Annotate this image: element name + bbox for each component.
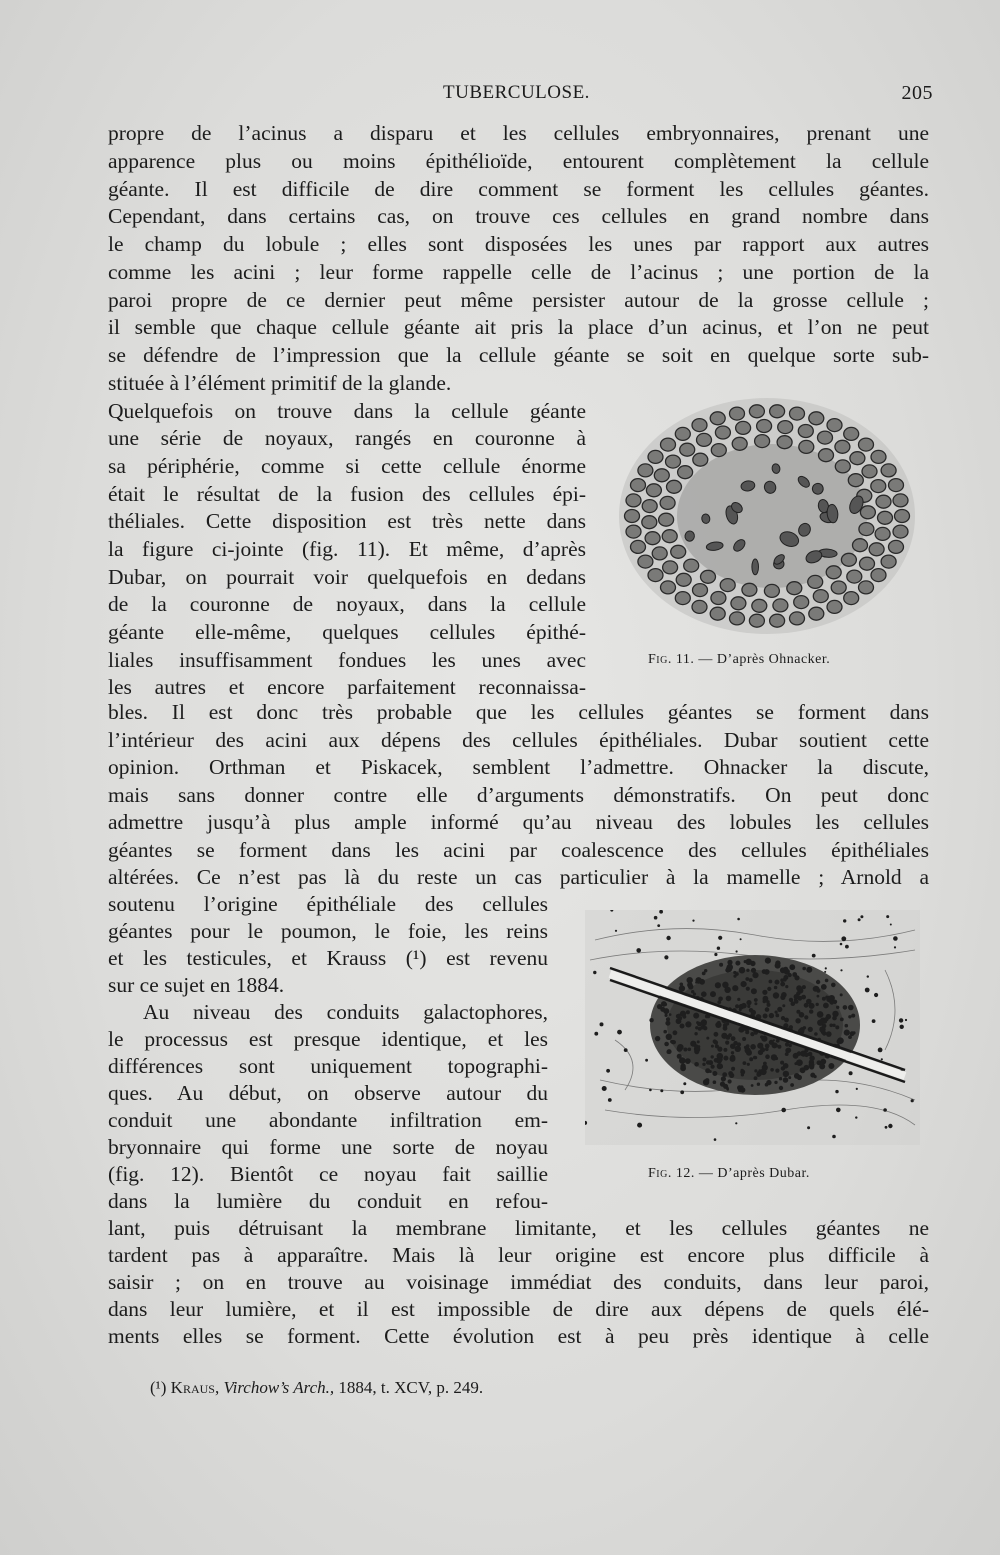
- text-line: apparence plus ou moins épithélioïde, entourent complètement la cellule: [108, 149, 929, 173]
- figure-11-caption-text: — D’après Ohnacker.: [698, 652, 831, 667]
- text-line: géante. Il est difficile de dire comment se forment les cellules géantes.: [108, 177, 929, 201]
- figure-12-caption-text: — D’après Dubar.: [698, 1166, 810, 1181]
- text-line: tardent pas à apparaître. Mais là leur origine est encore plus difficile à: [108, 1243, 929, 1267]
- footnote-author: Kraus,: [170, 1378, 220, 1397]
- text-line: saisir ; on en trouve au voisinage immédiat des conduits, dans leur paroi,: [108, 1270, 929, 1294]
- figure-11-caption: [648, 652, 830, 668]
- text-line: propre de l’acinus a disparu et les cellules embryonnaires, prenant une: [108, 121, 929, 145]
- text-line: soutenu l’origine épithéliale des cellules: [108, 892, 548, 916]
- text-line: conduit une abondante infiltration em-: [108, 1108, 548, 1132]
- page-number: 205: [901, 82, 933, 104]
- text-line: était le résultat de la fusion des cellules épi-: [108, 482, 586, 506]
- figure-11-illustration: [612, 388, 922, 643]
- text-line: géante elle-même, quelques cellules épithé-: [108, 620, 586, 644]
- text-line: paroi propre de ce dernier peut même persister autour de la grosse cellule ;: [108, 288, 929, 312]
- text-line: et les testicules, et Krauss (¹) est revenu: [108, 946, 548, 970]
- text-line: sur ce sujet en 1884.: [108, 973, 285, 997]
- footnote: [150, 1378, 483, 1398]
- text-line: le champ du lobule ; elles sont disposées les unes par rapport aux autres: [108, 232, 929, 256]
- text-line: admettre jusqu’à plus ample informé qu’au niveau des lobules les cellules: [108, 810, 929, 834]
- figure-12-illustration: [585, 910, 920, 1145]
- text-line: différences sont uniquement topographi-: [108, 1054, 548, 1078]
- text-line: Au niveau des conduits galactophores,: [143, 1000, 548, 1024]
- text-line: bryonnaire qui forme une sorte de noyau: [108, 1135, 548, 1159]
- text-line: liales insuffisamment fondues les unes avec: [108, 648, 586, 672]
- text-line: Dubar, on pourrait voir quelquefois en dedans: [108, 565, 586, 589]
- text-line: (fig. 12). Bientôt ce noyau fait saillie: [108, 1162, 548, 1186]
- duct-infiltration-drawing: [585, 910, 920, 1145]
- page-header: [108, 82, 933, 110]
- text-line: une série de noyaux, rangés en couronne à: [108, 426, 586, 450]
- figure-12-label: Fig. 12.: [648, 1166, 695, 1181]
- footnote-marker: (¹): [150, 1378, 167, 1397]
- text-line: altérées. Ce n’est pas là du reste un cas particulier à la mamelle ; Arnold a: [108, 865, 929, 889]
- text-line: stituée à l’élément primitif de la glande.: [108, 371, 452, 395]
- figure-11-label: Fig. 11.: [648, 652, 695, 667]
- text-line: Cependant, dans certains cas, on trouve ces cellules en grand nombre dans: [108, 204, 929, 228]
- text-line: le processus est presque identique, et les: [108, 1027, 548, 1051]
- text-line: l’intérieur des acini aux dépens des cellules épithéliales. Dubar soutient cette: [108, 728, 929, 752]
- figure-12-caption: [648, 1166, 810, 1182]
- text-line: comme les acini ; leur forme rappelle celle de l’acinus ; une portion de la: [108, 260, 929, 284]
- text-line: dans la lumière du conduit en refou-: [108, 1189, 548, 1213]
- giant-cell-drawing: [612, 388, 922, 643]
- text-line: théliales. Cette disposition est très nette dans: [108, 509, 586, 533]
- text-line: géantes se forment dans les acini par coalescence des cellules épithéliales: [108, 838, 929, 862]
- text-line: opinion. Orthman et Piskacek, semblent l’admettre. Ohnacker la discute,: [108, 755, 929, 779]
- text-line: géantes pour le poumon, le foie, les reins: [108, 919, 548, 943]
- text-line: il semble que chaque cellule géante ait pris la place d’un acinus, et l’on ne peut: [108, 315, 929, 339]
- text-line: ques. Au début, on observe autour du: [108, 1081, 548, 1105]
- text-line: les autres et encore parfaitement reconnaissa-: [108, 675, 586, 699]
- text-line: ments elles se forment. Cette évolution est à peu près identique à celle: [108, 1324, 929, 1348]
- text-line: mais sans donner contre elle d’arguments démonstratifs. On peut donc: [108, 783, 929, 807]
- text-line: se défendre de l’impression que la cellule géante se soit en quelque sorte sub-: [108, 343, 929, 367]
- text-line: sa périphérie, comme si cette cellule énorme: [108, 454, 586, 478]
- text-line: bles. Il est donc très probable que les cellules géantes se forment dans: [108, 700, 929, 724]
- text-line: Quelquefois on trouve dans la cellule géante: [108, 399, 586, 423]
- text-line: lant, puis détruisant la membrane limitante, et les cellules géantes ne: [108, 1216, 929, 1240]
- footnote-journal: Virchow’s Arch.,: [223, 1378, 335, 1397]
- text-line: dans leur lumière, et il est impossible de dire aux dépens de quels élé-: [108, 1297, 929, 1321]
- footnote-reference: 1884, t. XCV, p. 249.: [338, 1378, 484, 1397]
- text-line: la figure ci-jointe (fig. 11). Et même, d’après: [108, 537, 586, 561]
- text-line: de la couronne de noyaux, dans la cellule: [108, 592, 586, 616]
- running-title: TUBERCULOSE.: [443, 82, 590, 103]
